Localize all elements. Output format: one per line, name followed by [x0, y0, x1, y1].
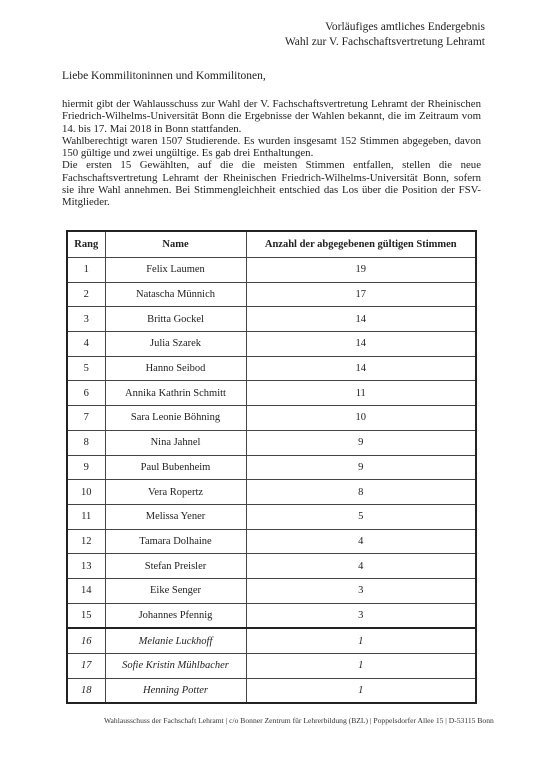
cell-votes: 3: [246, 578, 476, 603]
cell-name: Henning Potter: [105, 678, 246, 703]
cell-votes: 19: [246, 258, 476, 283]
cell-votes: 3: [246, 603, 476, 628]
cell-name: Nina Jahnel: [105, 430, 246, 455]
header-votes: Anzahl der abgegebenen gültigen Stimmen: [246, 231, 476, 258]
table-row: [67, 628, 476, 653]
cell-votes: 1: [246, 654, 476, 679]
footer-address: Wahlausschuss der Fachschaft Lehramt | c/o Bonner Zentrum für Lehrerbildung (BZL) | Poppelsdorfer Allee 15 | D-53115 Bonn: [104, 716, 494, 725]
cell-rang: 16: [67, 628, 105, 653]
cell-rang: 15: [67, 603, 105, 628]
table-row: [67, 578, 476, 603]
paragraph: Die ersten 15 Gewählten, auf die die meisten Stimmen entfallen, stellen die neue Fachschaftsvertretung Lehramt der Rheinischen Friedrich-Wilhelms-Universität Bonn, sofern sie ihre Wahl annehmen. Bei Stimmengleichheit entschied das Los über die Position der FSV-Mitglieder.: [62, 159, 481, 209]
cell-rang: 2: [67, 282, 105, 307]
cell-votes: 14: [246, 332, 476, 357]
cell-rang: 7: [67, 406, 105, 431]
cell-rang: 18: [67, 678, 105, 703]
table-row: [67, 654, 476, 679]
cell-name: Johannes Pfennig: [105, 603, 246, 628]
cell-rang: 11: [67, 504, 105, 529]
table-body: [67, 258, 476, 704]
table-header-row: [67, 231, 476, 258]
cell-name: Felix Laumen: [105, 258, 246, 283]
cell-rang: 13: [67, 554, 105, 579]
document-header: [285, 20, 485, 50]
cell-rang: 1: [67, 258, 105, 283]
salutation: Liebe Kommilitoninnen und Kommilitonen,: [62, 70, 266, 82]
cell-votes: 17: [246, 282, 476, 307]
cell-rang: 14: [67, 578, 105, 603]
cell-votes: 11: [246, 381, 476, 406]
table-row: [67, 332, 476, 357]
cell-name: Melanie Luckhoff: [105, 628, 246, 653]
header-subtitle: Wahl zur V. Fachschaftsvertretung Lehramt: [284, 36, 485, 48]
cell-votes: 5: [246, 504, 476, 529]
cell-votes: 1: [246, 628, 476, 653]
cell-rang: 9: [67, 455, 105, 480]
table-row: [67, 356, 476, 381]
cell-name: Sofie Kristin Mühlbacher: [105, 654, 246, 679]
header-name: Name: [105, 231, 246, 258]
table-row: [67, 504, 476, 529]
cell-votes: 14: [246, 356, 476, 381]
table-row: [67, 430, 476, 455]
cell-rang: 17: [67, 654, 105, 679]
cell-votes: 9: [246, 430, 476, 455]
cell-rang: 5: [67, 356, 105, 381]
cell-votes: 4: [246, 554, 476, 579]
table-row: [67, 307, 476, 332]
cell-name: Vera Ropertz: [105, 480, 246, 505]
cell-rang: 6: [67, 381, 105, 406]
table-row: [67, 282, 476, 307]
cell-rang: 8: [67, 430, 105, 455]
cell-name: Tamara Dolhaine: [105, 529, 246, 554]
cell-votes: 8: [246, 480, 476, 505]
cell-rang: 12: [67, 529, 105, 554]
table-row: [67, 381, 476, 406]
cell-name: Britta Gockel: [105, 307, 246, 332]
cell-name: Melissa Yener: [105, 504, 246, 529]
cell-votes: 14: [246, 307, 476, 332]
cell-rang: 10: [67, 480, 105, 505]
paragraph: hiermit gibt der Wahlausschuss zur Wahl der V. Fachschaftsvertretung Lehramt der Rheinischen Friedrich-Wilhelms-Universität Bonn die Ergebnisse der Wahlen bekannt, die im Zeitraum vom 14. bis 17. Mai 2018 in Bonn stattfanden.: [62, 98, 481, 135]
cell-name: Annika Kathrin Schmitt: [105, 381, 246, 406]
table-row: [67, 480, 476, 505]
table-row: [67, 406, 476, 431]
cell-name: Stefan Preisler: [105, 554, 246, 579]
header-rang: Rang: [67, 231, 105, 258]
cell-votes: 10: [246, 406, 476, 431]
cell-name: Sara Leonie Böhning: [105, 406, 246, 431]
table-row: [67, 554, 476, 579]
table-row: [67, 678, 476, 703]
cell-name: Julia Szarek: [105, 332, 246, 357]
table-row: [67, 455, 476, 480]
results-table: [66, 230, 477, 704]
table-row: [67, 603, 476, 628]
cell-votes: 9: [246, 455, 476, 480]
header-title: Vorläufiges amtliches Endergebnis: [325, 21, 485, 33]
cell-name: Natascha Münnich: [105, 282, 246, 307]
cell-name: Paul Bubenheim: [105, 455, 246, 480]
table-row: [67, 258, 476, 283]
table-row: [67, 529, 476, 554]
cell-votes: 4: [246, 529, 476, 554]
cell-name: Eike Senger: [105, 578, 246, 603]
cell-votes: 1: [246, 678, 476, 703]
announcement-text: [62, 98, 481, 209]
paragraph: Wahlberechtigt waren 1507 Studierende. Es wurden insgesamt 152 Stimmen abgegeben, davon 150 gültige und zwei ungültige. Es gab drei Enthaltungen.: [62, 134, 481, 160]
cell-name: Hanno Seibod: [105, 356, 246, 381]
cell-rang: 3: [67, 307, 105, 332]
cell-rang: 4: [67, 332, 105, 357]
